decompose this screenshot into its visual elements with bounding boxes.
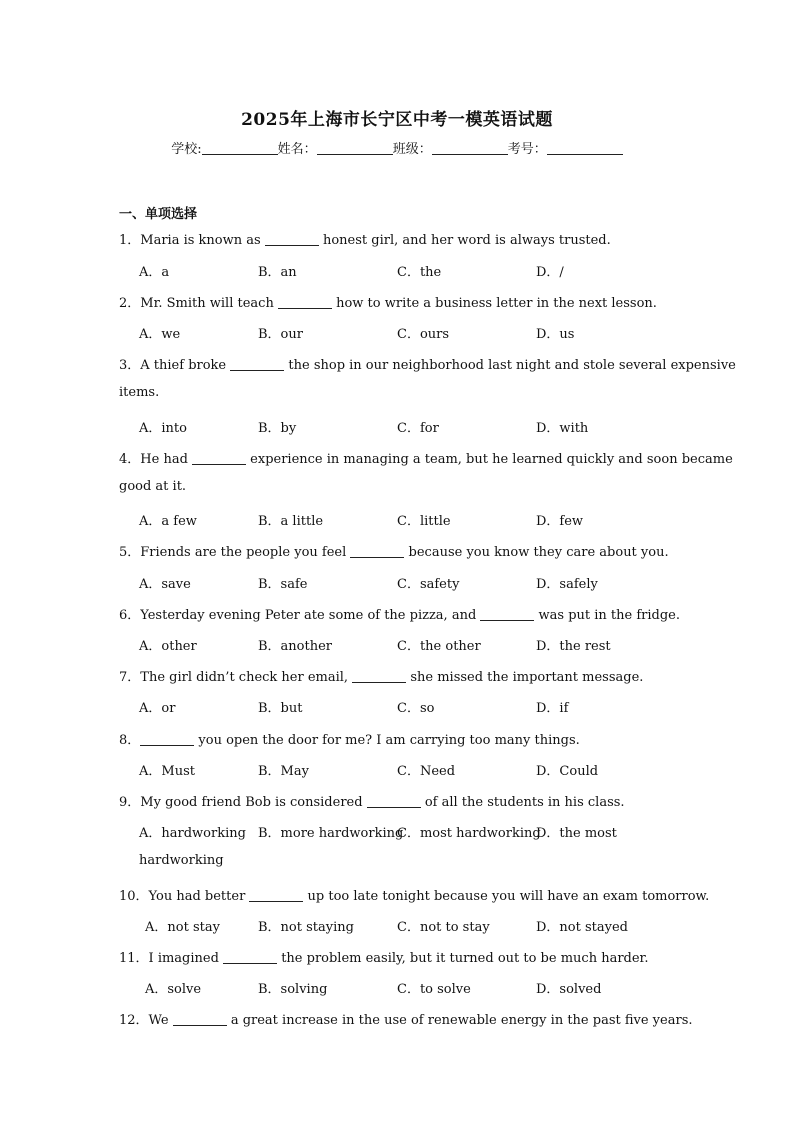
option-a: A．a few	[139, 514, 197, 529]
answer-blank	[192, 452, 246, 465]
question-number: 1．	[119, 233, 141, 248]
option-d: D．/	[536, 265, 564, 280]
answer-blank	[173, 1013, 227, 1026]
option-d: D．us	[536, 327, 575, 342]
option-d: D．not stayed	[536, 920, 628, 935]
option-a: A．solve	[145, 982, 202, 997]
option-b: B．a little	[258, 514, 324, 529]
question-text-after: honest girl, and her word is always trusted.	[318, 233, 611, 248]
answer-blank	[140, 733, 194, 746]
option-a: A．we	[139, 327, 181, 342]
answer-blank	[278, 296, 332, 309]
student-info-line	[0, 138, 794, 157]
option-a: A．not stay	[145, 920, 220, 935]
option-a: A．save	[139, 577, 191, 592]
question-continuation: good at it.	[119, 479, 187, 494]
question-number: 3．	[119, 358, 141, 373]
option-c: C．to solve	[397, 982, 471, 997]
question-8	[119, 729, 580, 748]
question-text-after: of all the students in his class.	[420, 795, 625, 810]
question-6	[119, 604, 680, 623]
option-a: A．or	[139, 701, 176, 716]
question-number: 10．	[119, 889, 149, 904]
question-number: 11．	[119, 951, 149, 966]
question-text-before: My good friend Bob is considered	[140, 795, 367, 810]
question-number: 8．	[119, 733, 141, 748]
question-continuation: items.	[119, 385, 160, 400]
option-b: B．more hardworking	[258, 826, 404, 841]
class-blank	[432, 140, 508, 155]
question-number: 2．	[119, 296, 141, 311]
option-a: A．a	[139, 265, 170, 280]
option-b: B．solving	[258, 982, 328, 997]
option-a: A．Must	[139, 764, 195, 779]
question-text-before: You had better	[148, 889, 250, 904]
section-heading: 一、单项选择	[119, 207, 198, 222]
exam-no-blank	[547, 140, 623, 155]
class-label: 班级：	[392, 142, 432, 157]
question-text-after: the shop in our neighborhood last night and stole several expensive	[284, 358, 736, 373]
question-text-after: a great increase in the use of renewable energy in the past five years.	[226, 1013, 693, 1028]
question-number: 6．	[119, 608, 141, 623]
option-d: D．solved	[536, 982, 602, 997]
school-blank	[202, 140, 278, 155]
option-c: C．safety	[397, 577, 460, 592]
question-number: 4．	[119, 452, 141, 467]
option-b: B．our	[258, 327, 303, 342]
option-d: D．few	[536, 514, 584, 529]
answer-blank	[230, 358, 284, 371]
answer-blank	[265, 233, 319, 246]
answer-blank	[367, 795, 421, 808]
option-c: C．for	[397, 421, 439, 436]
question-text-before: A thief broke	[140, 358, 231, 373]
question-text-before: We	[148, 1013, 173, 1028]
option-c: C．most hardworking	[397, 826, 541, 841]
option-continuation: hardworking	[139, 853, 224, 868]
exam-no-label: 考号：	[507, 142, 547, 157]
option-c: C．Need	[397, 764, 456, 779]
name-blank	[317, 140, 393, 155]
option-c: C．the	[397, 265, 442, 280]
answer-blank	[249, 889, 303, 902]
option-b: B．another	[258, 639, 333, 654]
question-number: 9．	[119, 795, 141, 810]
question-9	[119, 791, 625, 810]
question-text-after: was put in the fridge.	[534, 608, 681, 623]
option-b: B．but	[258, 701, 303, 716]
question-text-after: because you know they care about you.	[404, 545, 669, 560]
option-a: A．other	[139, 639, 197, 654]
option-b: B．by	[258, 421, 297, 436]
answer-blank	[350, 545, 404, 558]
option-a: A．hardworking	[139, 826, 246, 841]
question-text-after: experience in managing a team, but he learned quickly and soon became	[246, 452, 733, 467]
option-c: C．not to stay	[397, 920, 490, 935]
question-2	[119, 292, 657, 311]
question-text-after: up too late tonight because you will have an exam tomorrow.	[303, 889, 710, 904]
question-text-after: she missed the important message.	[406, 670, 644, 685]
option-d: D．the rest	[536, 639, 611, 654]
option-b: B．safe	[258, 577, 308, 592]
answer-blank	[223, 951, 277, 964]
question-text-after: you open the door for me? I am carrying too many things.	[194, 733, 580, 748]
question-text-before: Maria is known as	[140, 233, 265, 248]
question-text-before: He had	[140, 452, 193, 467]
question-text-before: Mr. Smith will teach	[140, 296, 278, 311]
option-c: C．the other	[397, 639, 481, 654]
question-text-before: The girl didn’t check her email,	[140, 670, 353, 685]
question-text-before: Friends are the people you feel	[140, 545, 351, 560]
answer-blank	[352, 670, 406, 683]
page-title: 2025年上海市长宁区中考一模英语试题	[241, 110, 553, 130]
question-text-before: I imagined	[148, 951, 224, 966]
question-1	[119, 229, 611, 248]
option-d: D．if	[536, 701, 569, 716]
option-b: B．an	[258, 265, 297, 280]
question-12	[119, 1009, 693, 1028]
option-d: D．Could	[536, 764, 599, 779]
option-c: C．little	[397, 514, 451, 529]
option-b: B．not staying	[258, 920, 354, 935]
option-b: B．May	[258, 764, 309, 779]
option-a: A．into	[139, 421, 187, 436]
question-text-before: Yesterday evening Peter ate some of the pizza, and	[140, 608, 481, 623]
question-number: 12．	[119, 1013, 149, 1028]
question-number: 5．	[119, 545, 141, 560]
school-label: 学校:	[171, 142, 202, 157]
option-d: D．the most	[536, 826, 617, 841]
question-text-after: the problem easily, but it turned out to be much harder.	[277, 951, 649, 966]
question-11	[119, 947, 648, 966]
question-7	[119, 666, 643, 685]
option-c: C．so	[397, 701, 435, 716]
option-c: C．ours	[397, 327, 450, 342]
question-3	[119, 354, 736, 373]
question-number: 7．	[119, 670, 141, 685]
option-d: D．with	[536, 421, 589, 436]
answer-blank	[480, 608, 534, 621]
question-5	[119, 541, 669, 560]
question-text-after: how to write a business letter in the next lesson.	[331, 296, 657, 311]
option-d: D．safely	[536, 577, 598, 592]
question-10	[119, 885, 709, 904]
name-label: 姓名：	[277, 142, 317, 157]
question-4	[119, 448, 733, 467]
